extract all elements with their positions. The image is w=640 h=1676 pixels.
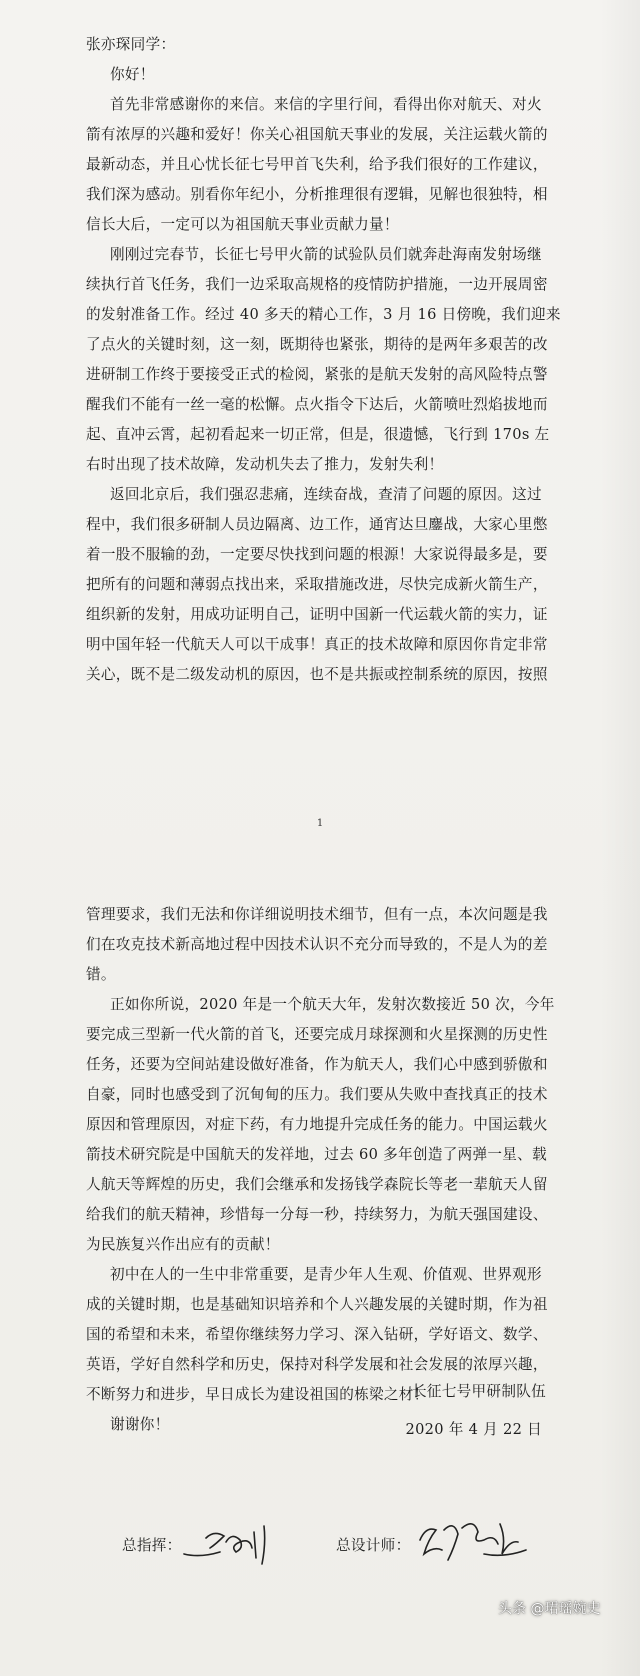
letter-line: 错。 bbox=[86, 966, 116, 983]
letter-line: 箭技术研究院是中国航天的发祥地，过去 60 多年创造了两弹一星、载 bbox=[86, 1146, 547, 1163]
letter-line: 给我们的航天精神，珍惜每一分每一秒，持续努力，为航天强国建设、 bbox=[86, 1206, 548, 1223]
letter-line: 箭有浓厚的兴趣和爱好！你关心祖国航天事业的发展，关注运载火箭的 bbox=[86, 126, 548, 143]
letter-line: 了点火的关键时刻，这一刻，既期待也紧张，期待的是两年多艰苦的改 bbox=[86, 336, 548, 353]
letter-line: 刚刚过完春节，长征七号甲火箭的试验队员们就奔赴海南发射场继 bbox=[110, 246, 542, 263]
signoff-team: 长征七号甲研制队伍 bbox=[411, 1383, 546, 1400]
page-number: 1 bbox=[316, 818, 324, 829]
letter-line: 要完成三型新一代火箭的首飞，还要完成月球探测和火星探测的历史性 bbox=[86, 1026, 548, 1043]
letter-line: 起、直冲云霄，起初看起来一切正常，但是，很遗憾，飞行到 170s 左 bbox=[86, 426, 550, 443]
letter-line: 关心，既不是二级发动机的原因，也不是共振或控制系统的原因，按照 bbox=[86, 666, 548, 683]
letter-line: 管理要求，我们无法和你详细说明技术细节，但有一点，本次问题是我 bbox=[86, 906, 548, 923]
page-shadow bbox=[600, 0, 640, 1676]
salutation: 张亦琛同学： bbox=[86, 36, 176, 53]
chief-designer-signature bbox=[414, 1510, 534, 1568]
letter-line: 自豪，同时也感受到了沉甸甸的压力。我们要从失败中查找真正的技术 bbox=[86, 1086, 548, 1103]
letter-body-page-2 bbox=[86, 900, 562, 1440]
letter-line: 信长大后，一定可以为祖国航天事业贡献力量！ bbox=[86, 216, 399, 233]
letter-line: 返回北京后，我们强忍悲痛，连续奋战，查清了问题的原因。这过 bbox=[110, 486, 542, 503]
letter-line: 最新动态，并且心忧长征七号甲首飞失利，给予我们很好的工作建议， bbox=[86, 156, 548, 173]
letter-line: 英语，学好自然科学和历史，保持对科学发展和社会发展的浓厚兴趣， bbox=[86, 1356, 548, 1373]
letter-line: 着一股不服输的劲，一定要尽快找到问题的根源！大家说得最多是，要 bbox=[86, 546, 548, 563]
letter-line: 成的关键时期，也是基础知识培养和个人兴趣发展的关键时期，作为祖 bbox=[86, 1296, 548, 1313]
letter-line: 首先非常感谢你的来信。来信的字里行间，看得出你对航天、对火 bbox=[110, 96, 542, 113]
letter-line: 把所有的问题和薄弱点找出来，采取措施改进，尽快完成新火箭生产， bbox=[86, 576, 548, 593]
letter-line: 任务，还要为空间站建设做好准备，作为航天人，我们心中感到骄傲和 bbox=[86, 1056, 548, 1073]
letter-line: 为民族复兴作出应有的贡献！ bbox=[86, 1236, 280, 1253]
letter-line: 原因和管理原因，对症下药，有力地提升完成任务的能力。中国运载火 bbox=[86, 1116, 548, 1133]
letter-line: 醒我们不能有一丝一毫的松懈。点火指令下达后，火箭喷吐烈焰拔地而 bbox=[86, 396, 548, 413]
letter-line: 人航天等辉煌的历史，我们会继承和发扬钱学森院长等老一辈航天人留 bbox=[86, 1176, 548, 1193]
letter-line: 国的希望和未来，希望你继续努力学习、深入钻研，学好语文、数学、 bbox=[86, 1326, 548, 1343]
letter-line: 明中国年轻一代航天人可以干成事！真正的技术故障和原因你肯定非常 bbox=[86, 636, 548, 653]
letter-line: 正如你所说，2020 年是一个航天大年，发射次数接近 50 次，今年 bbox=[110, 996, 555, 1013]
chief-commander-label: 总指挥： bbox=[122, 1537, 182, 1554]
thanks-line: 谢谢你！ bbox=[110, 1416, 170, 1433]
letter-body-page-1 bbox=[86, 30, 562, 690]
chief-designer-label: 总设计师： bbox=[336, 1537, 411, 1554]
letter-line: 们在攻克技术新高地过程中因技术认识不充分而导致的，不是人为的差 bbox=[86, 936, 548, 953]
letter-line: 的发射准备工作。经过 40 多天的精心工作，3 月 16 日傍晚，我们迎来 bbox=[86, 306, 561, 323]
chief-commander-signature bbox=[180, 1518, 290, 1568]
letter-line: 续执行首飞任务，我们一边采取高规格的疫情防护措施，一边开展周密 bbox=[86, 276, 548, 293]
letter-line: 程中，我们很多研制人员边隔离、边工作，通宵达旦鏖战，大家心里憋 bbox=[86, 516, 548, 533]
letter-line: 我们深为感动。别看你年纪小，分析推理很有逻辑，见解也很独特，相 bbox=[86, 186, 548, 203]
greeting: 你好！ bbox=[110, 66, 155, 83]
letter-line: 不断努力和进步，早日成长为建设祖国的栋梁之材！ bbox=[86, 1386, 429, 1403]
letter-line: 初中在人的一生中非常重要，是青少年人生观、价值观、世界观形 bbox=[110, 1266, 542, 1283]
letter-line: 右时出现了技术故障，发动机失去了推力，发射失利！ bbox=[86, 456, 444, 473]
letter-line: 进研制工作终于要接受正式的检阅，紧张的是航天发射的高风险特点警 bbox=[86, 366, 548, 383]
letter-line: 组织新的发射，用成功证明自己，证明中国新一代运载火箭的实力，证 bbox=[86, 606, 548, 623]
signoff-date: 2020 年 4 月 22 日 bbox=[405, 1421, 542, 1438]
watermark: 头条 @珺瑶婉史 bbox=[498, 1601, 601, 1617]
